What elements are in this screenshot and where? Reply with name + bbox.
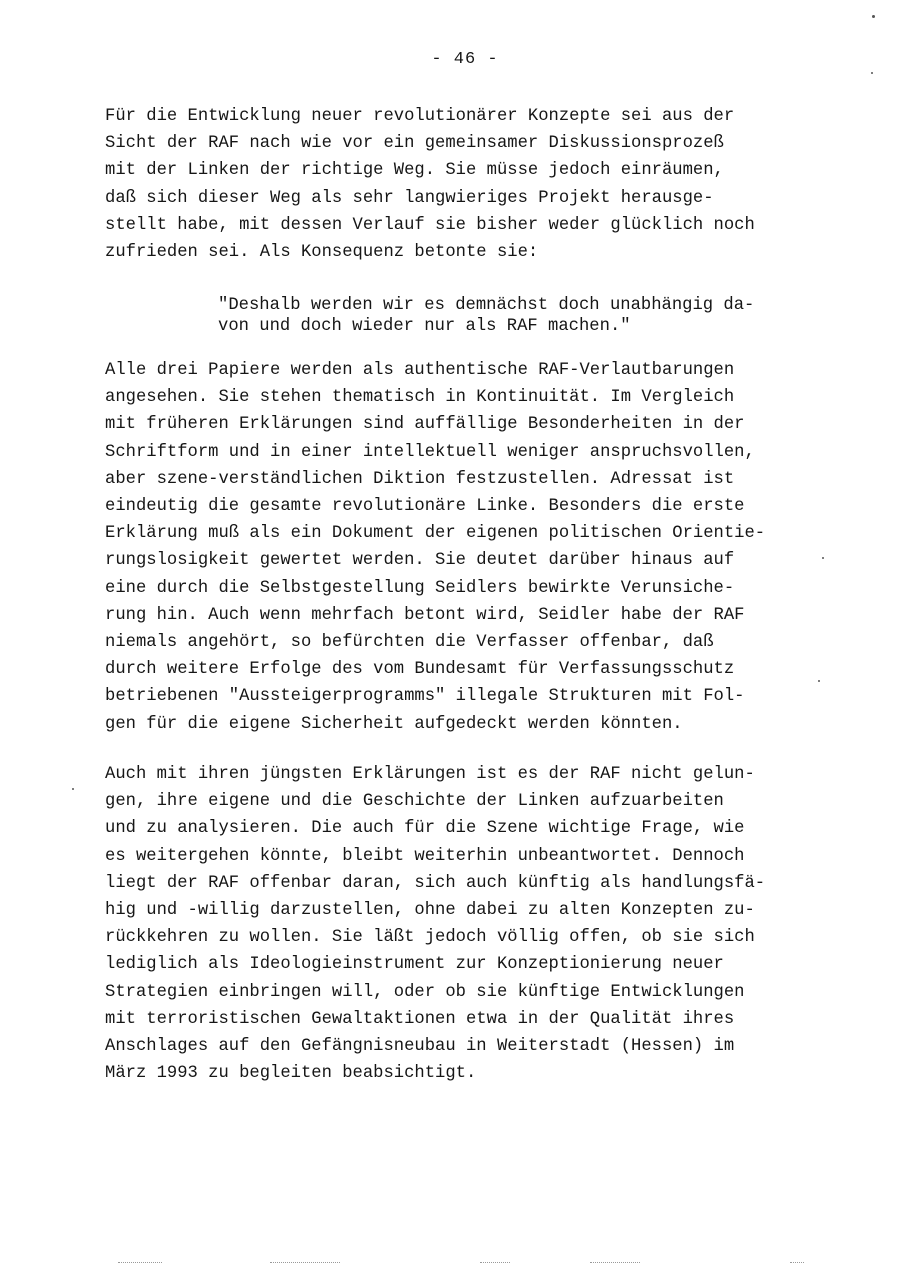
footer-scan-artifact — [270, 1262, 340, 1264]
footer-scan-artifact — [590, 1262, 640, 1264]
paragraph-2: Alle drei Papiere werden als authentische RAF-Verlautbarungen angesehen. Sie stehen thematisch in Kontinuität. Im Vergleich mit früheren Erklärungen sind auffällige Besonderheiten in der Schriftform und in einer intellektuell weniger anspruchsvollen, aber szene-verständlichen Diktion festzustellen. Adressat ist eindeutig die gesamte revolutionäre Linke. Besonders die erste Erklärung muß als ein Dokument der eigenen politischen Orientie- rungslosigkeit gewertet werden. Sie deutet darüber hinaus auf eine durch die Selbstgestellung Seidlers bewirkte Verunsiche- rung hin. Auch wenn mehrfach betont wird, Seidler habe der RAF niemals angehört, so befürchten die Verfasser offenbar, daß durch weitere Erfolge des vom Bundesamt für Verfassungsschutz betriebenen "Aussteigerprogramms" illegale Strukturen mit Fol- gen für die eigene Sicherheit aufgedeckt werden könnten. — [105, 361, 766, 734]
page-number: - 46 - — [431, 50, 499, 69]
paragraph-3: Auch mit ihren jüngsten Erklärungen ist es der RAF nicht gelun- gen, ihre eigene und die Geschichte der Linken aufzuarbeiten und zu analysieren. Die auch für die Szene wichtige Frage, wie es weitergehen könnte, bleibt weiterhin unbeantwortet. Dennoch liegt der RAF offenbar daran, sich auch künftig als handlungsfä- hig und -willig darzustellen, ohne dabei zu alten Konzepten zu- rückkehren zu wollen. Sie läßt jedoch völlig offen, ob sie sich lediglich als Ideologieinstrument zur Konzeptionierung neuer Strategien einbringen will, oder ob sie künftige Entwicklungen mit terroristischen Gewaltaktionen etwa in der Qualität ihres Anschlages auf den Gefängnisneubau in Weiterstadt (Hessen) im März 1993 zu begleiten beabsichtigt. — [105, 765, 766, 1084]
footer-scan-artifact — [118, 1262, 162, 1264]
footer-scan-artifact — [790, 1262, 804, 1264]
scan-speck — [871, 72, 873, 74]
block-quote: "Deshalb werden wir es demnächst doch unabhängig da- von und doch wieder nur als RAF machen." — [218, 296, 755, 336]
scan-speck — [818, 680, 820, 682]
scan-speck — [72, 788, 74, 790]
scan-speck — [822, 557, 824, 559]
scan-speck — [872, 15, 875, 18]
footer-scan-artifact — [480, 1262, 510, 1264]
paragraph-1: Für die Entwicklung neuer revolutionärer Konzepte sei aus der Sicht der RAF nach wie vor ein gemeinsamer Diskussionsprozeß mit der Linken der richtige Weg. Sie müsse jedoch einräumen, daß sich dieser Weg als sehr langwieriges Projekt herausge- stellt habe, mit dessen Verlauf sie bisher weder glücklich noch zufrieden sei. Als Konsequenz betonte sie: — [105, 107, 755, 263]
